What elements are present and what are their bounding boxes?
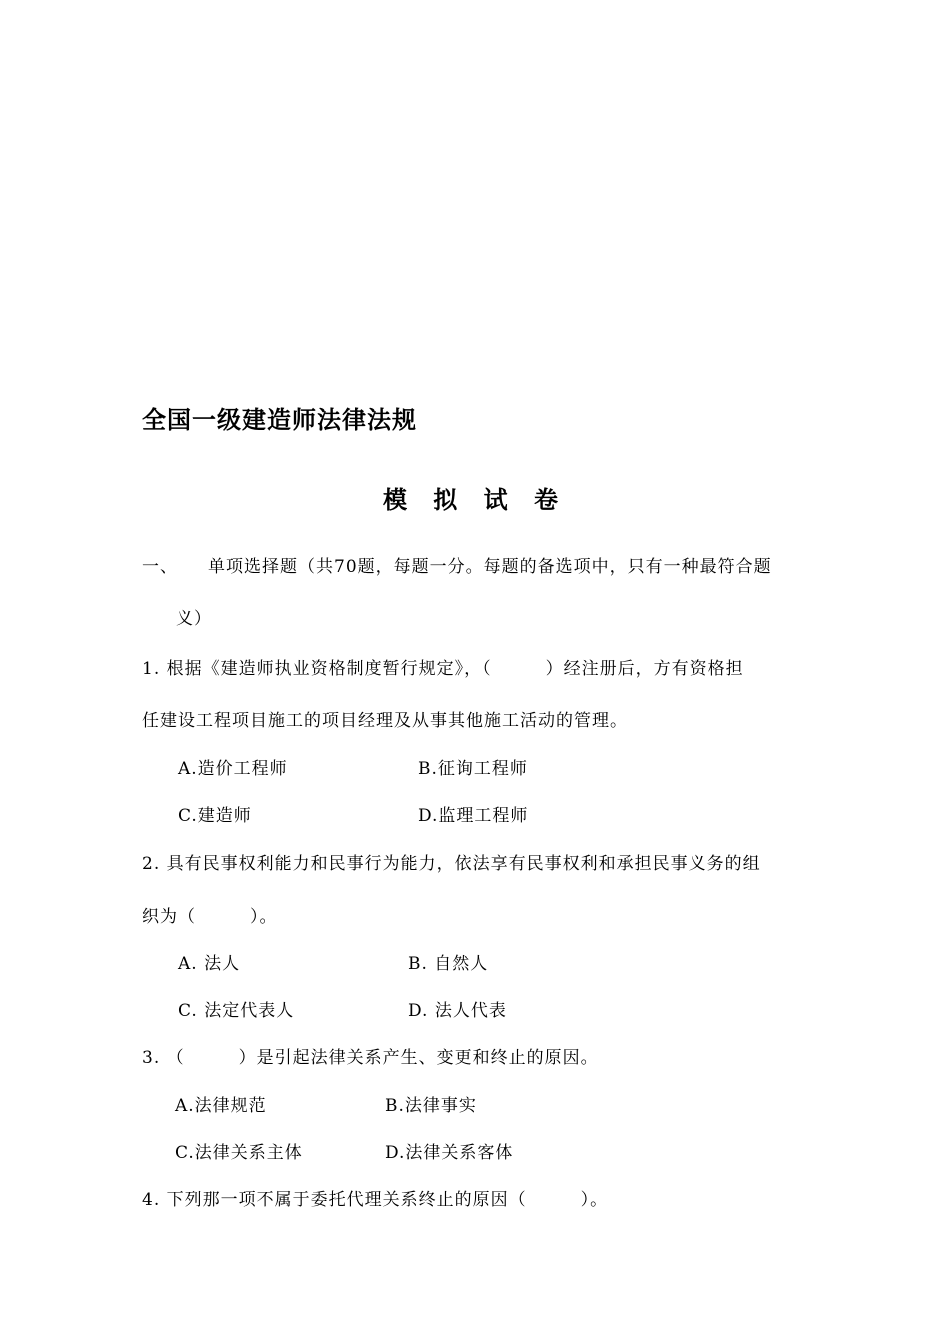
question-1-line2: 任建设工程项目施工的项目经理及从事其他施工活动的管理。 xyxy=(142,711,628,731)
question-2-line1: 2. 具有民事权利能力和民事行为能力，依法享有民事权利和承担民事义务的组 xyxy=(142,854,761,874)
question-3-option-b: B.法律事实 xyxy=(385,1096,477,1116)
document-title: 全国一级建造师法律法规 xyxy=(142,406,417,434)
section-heading-line2: 义） xyxy=(176,609,212,629)
question-2-option-c: C. 法定代表人 xyxy=(178,1001,295,1021)
question-1-line1: 1. 根据《建造师执业资格制度暂行规定》，（ ）经注册后，方有资格担 xyxy=(142,659,744,679)
section-heading-line1: 单项选择题（共70题，每题一分。每题的备选项中，只有一种最符合题 xyxy=(208,557,772,577)
question-1-option-d: D.监理工程师 xyxy=(418,806,529,826)
question-1-option-c: C.建造师 xyxy=(178,806,252,826)
question-2-option-d: D. 法人代表 xyxy=(408,1001,507,1021)
question-3-line1: 3. （ ）是引起法律关系产生、变更和终止的原因。 xyxy=(142,1048,599,1068)
question-4-line1: 4. 下列那一项不属于委托代理关系终止的原因（ ）。 xyxy=(142,1190,609,1210)
question-2-option-a: A. 法人 xyxy=(178,954,241,974)
question-2-option-b: B. 自然人 xyxy=(408,954,489,974)
question-2-line2: 织为（ ）。 xyxy=(142,907,278,927)
question-3-option-d: D.法律关系客体 xyxy=(385,1143,514,1163)
question-3-option-c: C.法律关系主体 xyxy=(175,1143,303,1163)
document-subtitle: 模 拟 试 卷 xyxy=(382,486,568,514)
question-3-option-a: A.法律规范 xyxy=(175,1096,267,1116)
question-1-option-a: A.造价工程师 xyxy=(178,759,288,779)
section-number: 一、 xyxy=(142,557,178,577)
question-1-option-b: B.征询工程师 xyxy=(418,759,528,779)
